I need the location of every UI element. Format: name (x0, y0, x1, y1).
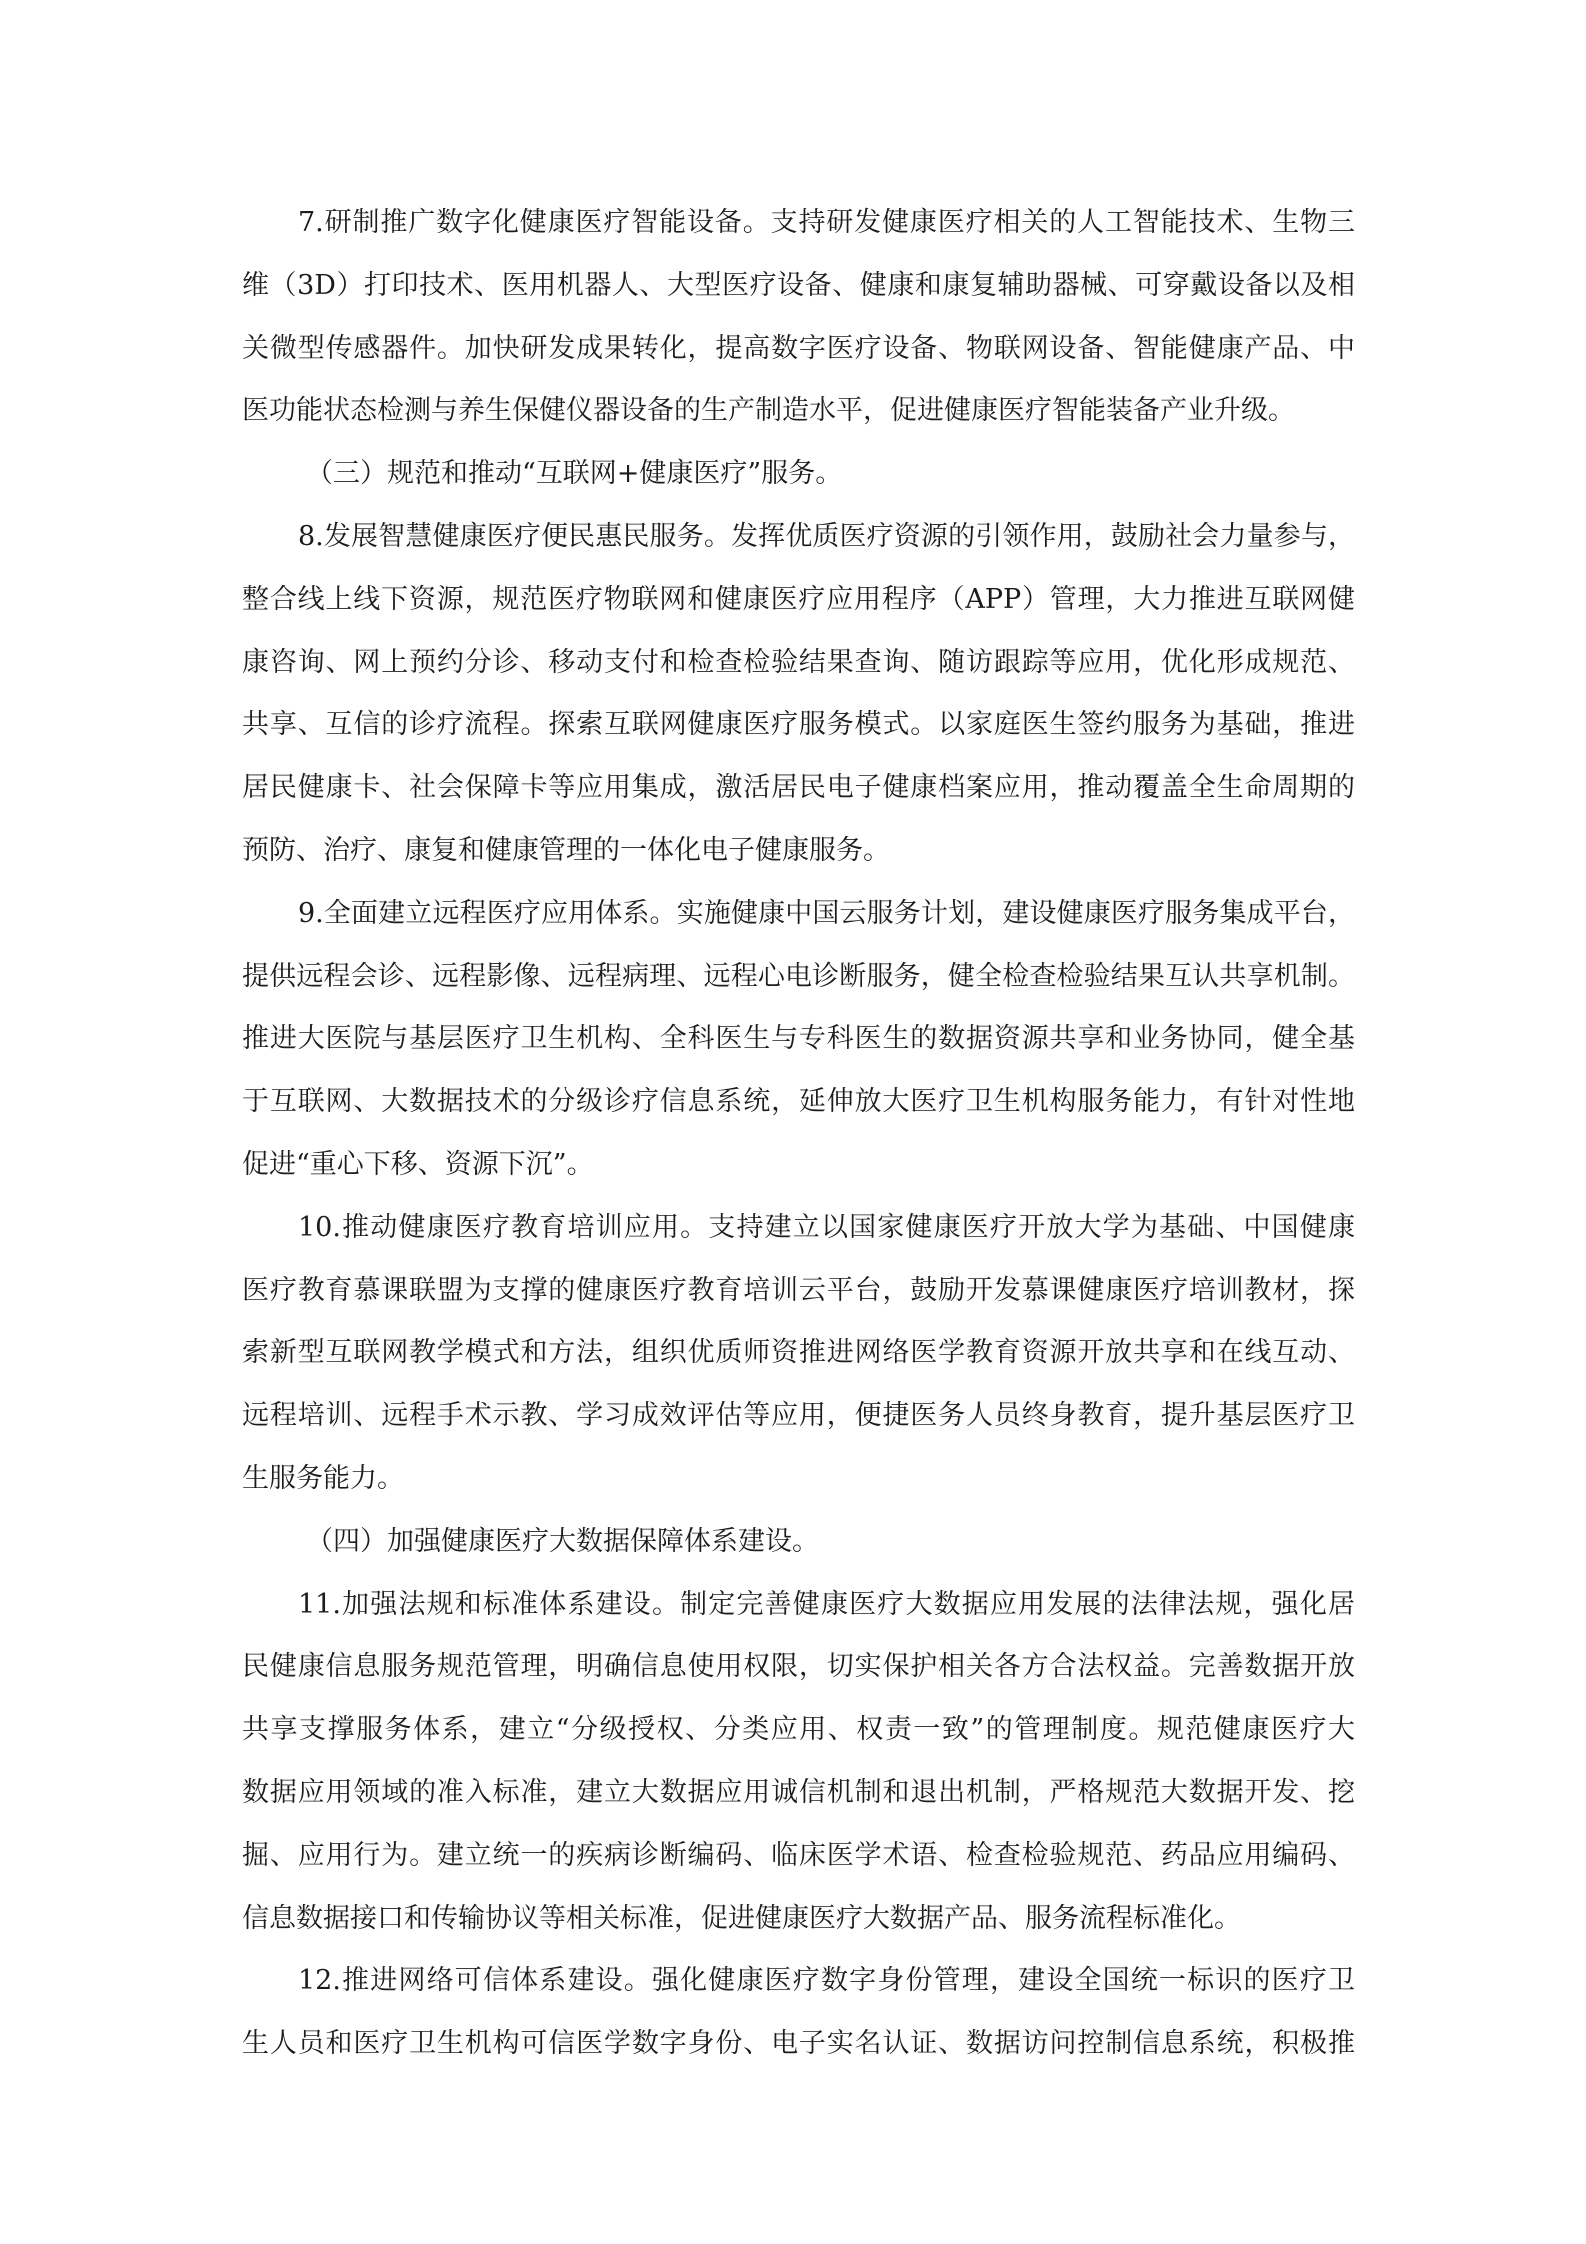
text-line: 居民健康卡、社会保障卡等应用集成，激活居民电子健康档案应用，推动覆盖全生命周期的 (242, 772, 1355, 804)
text-line: 民健康信息服务规范管理，明确信息使用权限，切实保护相关各方合法权益。完善数据开放 (242, 1651, 1355, 1683)
text-line: 康咨询、网上预约分诊、移动支付和检查检验结果查询、随访跟踪等应用，优化形成规范、 (242, 646, 1355, 678)
text-line: 数据应用领域的准入标准，建立大数据应用诚信机制和退出机制，严格规范大数据开发、挖 (242, 1776, 1355, 1808)
paragraph (242, 506, 1355, 883)
text-line: 促进“重心下移、资源下沉”。 (242, 1148, 594, 1180)
text-line: 远程培训、远程手术示教、学习成效评估等应用，便捷医务人员终身教育，提升基层医疗卫 (242, 1400, 1355, 1432)
text-line: 推进大医院与基层医疗卫生机构、全科医生与专科医生的数据资源共享和业务协同，健全基 (242, 1023, 1355, 1055)
text-line: 整合线上线下资源，规范医疗物联网和健康医疗应用程序（APP）管理，大力推进互联网健 (242, 583, 1355, 615)
paragraph (242, 1950, 1355, 2076)
text-line: 9.全面建立远程医疗应用体系。实施健康中国云服务计划，建设健康医疗服务集成平台， (298, 897, 1355, 929)
text-line: 预防、治疗、康复和健康管理的一体化电子健康服务。 (242, 834, 890, 866)
text-line: 生服务能力。 (242, 1462, 404, 1494)
paragraph (242, 192, 1355, 443)
text-line: 维（3D）打印技术、医用机器人、大型医疗设备、健康和康复辅助器械、可穿戴设备以及相 (242, 269, 1355, 301)
text-line: 掘、应用行为。建立统一的疾病诊断编码、临床医学术语、检查检验规范、药品应用编码、 (242, 1839, 1355, 1871)
text-line: 信息数据接口和传输协议等相关标准，促进健康医疗大数据产品、服务流程标准化。 (242, 1902, 1241, 1934)
section-heading (242, 443, 1355, 506)
text-line: （三）规范和推动“互联网+健康医疗”服务。 (306, 458, 843, 490)
text-line: 12.推进网络可信体系建设。强化健康医疗数字身份管理，建设全国统一标识的医疗卫 (298, 1965, 1355, 1997)
text-line: 医疗教育慕课联盟为支撑的健康医疗教育培训云平台，鼓励开发慕课健康医疗培训教材，探 (242, 1274, 1355, 1306)
text-line: 关微型传感器件。加快研发成果转化，提高数字医疗设备、物联网设备、智能健康产品、中 (242, 332, 1355, 364)
document-body (242, 192, 1355, 2076)
section-heading (242, 1511, 1355, 1574)
paragraph (242, 883, 1355, 1197)
paragraph (242, 1197, 1355, 1511)
text-line: 共享支撑服务体系，建立“分级授权、分类应用、权责一致”的管理制度。规范健康医疗大 (242, 1714, 1355, 1746)
text-line: 7.研制推广数字化健康医疗智能设备。支持研发健康医疗相关的人工智能技术、生物三 (298, 207, 1355, 238)
text-line: 11.加强法规和标准体系建设。制定完善健康医疗大数据应用发展的法律法规，强化居 (298, 1588, 1355, 1620)
paragraph (242, 1574, 1355, 1951)
text-line: 10.推动健康医疗教育培训应用。支持建立以国家健康医疗开放大学为基础、中国健康 (298, 1211, 1355, 1243)
text-line: （四）加强健康医疗大数据保障体系建设。 (306, 1525, 819, 1557)
text-line: 于互联网、大数据技术的分级诊疗信息系统，延伸放大医疗卫生机构服务能力，有针对性地 (242, 1086, 1355, 1118)
text-line: 8.发展智慧健康医疗便民惠民服务。发挥优质医疗资源的引领作用，鼓励社会力量参与， (298, 520, 1355, 552)
text-line: 生人员和医疗卫生机构可信医学数字身份、电子实名认证、数据访问控制信息系统，积极推 (242, 2028, 1355, 2060)
text-line: 索新型互联网教学模式和方法，组织优质师资推进网络医学教育资源开放共享和在线互动、 (242, 1337, 1355, 1369)
text-line: 医功能状态检测与养生保健仪器设备的生产制造水平，促进健康医疗智能装备产业升级。 (242, 395, 1295, 427)
text-line: 提供远程会诊、远程影像、远程病理、远程心电诊断服务，健全检查检验结果互认共享机制。 (242, 960, 1355, 992)
text-line: 共享、互信的诊疗流程。探索互联网健康医疗服务模式。以家庭医生签约服务为基础，推进 (242, 709, 1355, 741)
